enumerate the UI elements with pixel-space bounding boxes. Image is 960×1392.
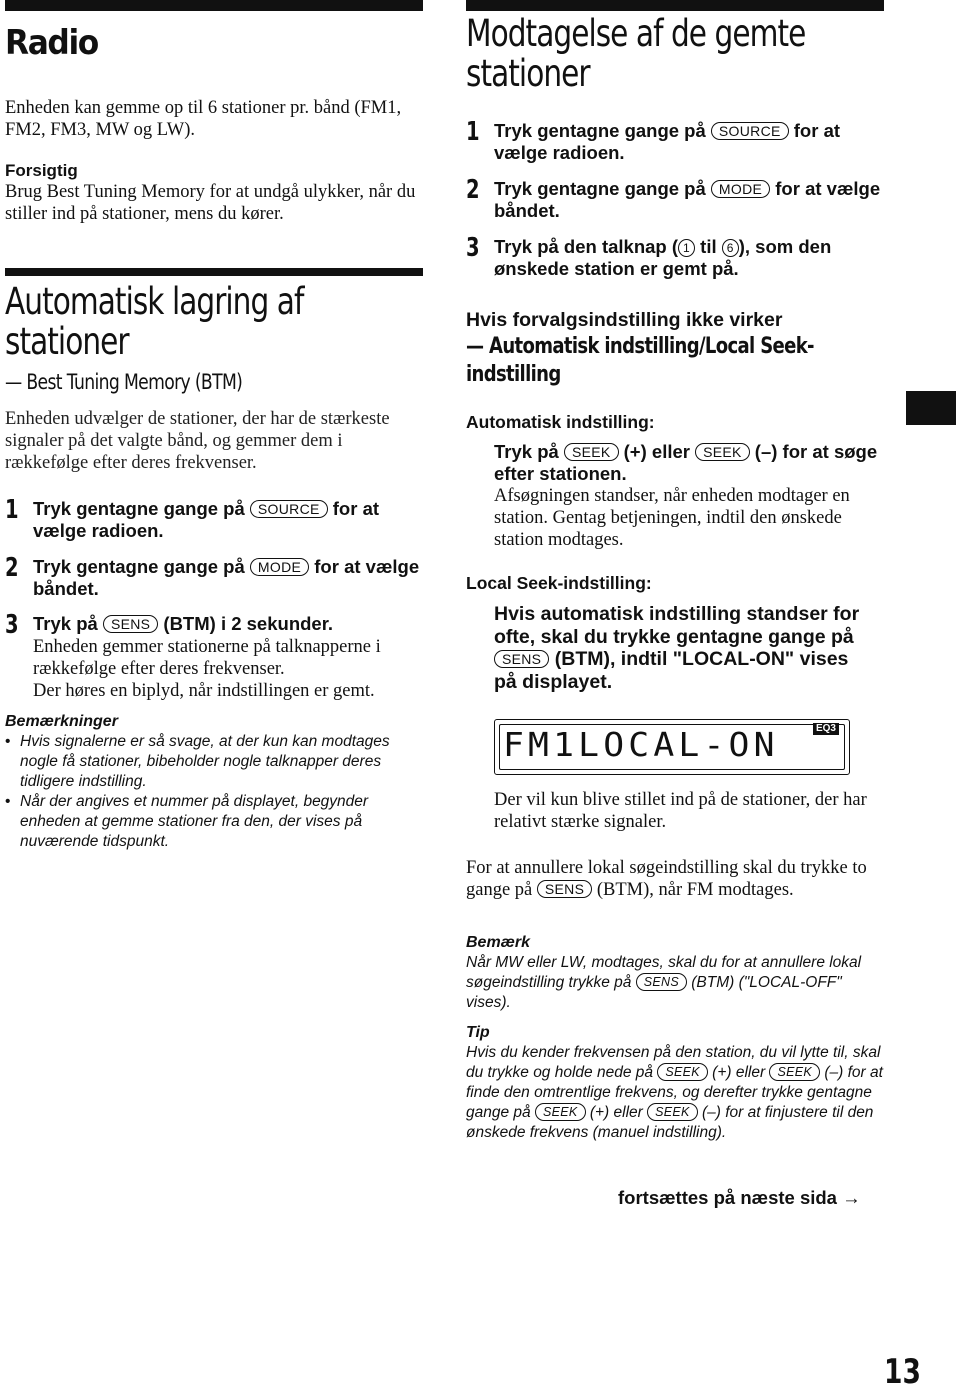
tip-block [466,1023,884,1143]
cancel-text: For at annullere lokal søgeindstilling skal du trykke to gange på SENS (BTM), når FM modtages. [466,858,867,900]
tip-text: Hvis du kender frekvensen på den station, du vil lytte til, skal du trykke og holde nede på SEEK (+) eller SEEK (–) for at finde den omtrentlige frekvens, og derefter trykke gentagne gange på SEEK (+) eller SEEK (–) for at finjustere til den ønskede frekvens (manuel indstilling). [466,1044,883,1141]
section-rule-btm [5,268,423,276]
recall-step-2 [466,175,884,222]
trouble-subtitle-line1: — Automatisk indstilling/Local Seek- [466,334,814,359]
recall-step-1 [466,117,884,164]
seek-key: SEEK [564,443,619,461]
mode-key: MODE [250,558,309,576]
source-key: SOURCE [711,122,789,140]
section-rule-top [5,0,423,11]
right-column [466,0,884,1387]
notes-block [5,712,417,852]
eq-badge: EQ3 [813,723,839,735]
intro-text: Enheden kan gemme op til 6 stationer pr. bånd (FM1, FM2, FM3, MW og LW). [5,98,402,140]
auto-note: Afsøgningen standser, når enheden modtager en station. Gentag betjeningen, indtil den ønskede station modtages. [494,486,850,550]
chapter-tab-marker [906,391,956,425]
lcd-display-text: FM1LOCAL-ON [503,725,779,764]
caution-text: Brug Best Tuning Memory for at undgå ulykker, når du stiller ind på stationer, mens du kører. [5,182,416,224]
note-item: • Hvis signalerne er så svage, at der kun kan modtages nogle få stationer, bibeholder nogle talknapper deres tidligere indstilling. [5,732,417,792]
seek-key: SEEK [657,1063,708,1081]
lcd-display [494,719,850,775]
step-text: Tryk på SENS (BTM) i 2 sekunder. [33,613,334,634]
section-rule-recall [466,0,884,11]
preset-1-key: 1 [678,239,695,257]
step-text: Tryk på den talknap ( 1 til 6 ), som den ønskede station er gemt på. [494,236,832,279]
step-text: Tryk gentagne gange på SOURCE for at vælge radioen. [33,498,380,541]
notes-list [5,732,417,852]
auto-instruction: Tryk på SEEK (+) eller SEEK (–) for at søge efter stationen. [494,441,878,484]
page-number: 13 [884,1352,921,1392]
btm-intro-text: Enheden udvælger de stationer, der har de stærkeste signaler på det valgte bånd, og gemmer dem i rækkefølge efter deres frekvenser. [5,409,390,473]
step-number: 3 [5,610,19,640]
btm-section-title-line1: Automatisk lagring af [5,280,304,323]
sens-key: SENS [494,650,549,668]
trouble-subtitle-line2: indstilling [466,362,561,387]
step3-note-1: Enheden gemmer stationerne på talknapperne i rækkefølge efter deres frekvenser. [33,637,381,679]
local-instruction: Hvis automatisk indstilling standser for ofte, skal du trykke gentagne gange på SENS (BTM), indtil "LOCAL-ON" vises på displayet. [494,603,860,693]
btm-section-subtitle: — Best Tuning Memory (BTM) [5,370,243,394]
notes-heading: Bemærkninger [5,713,118,730]
seek-key: SEEK [769,1063,820,1081]
btm-section-title-line2: stationer [5,320,129,363]
recall-title-line1: Modtagelse af de gemte [466,12,806,55]
step-number: 3 [466,233,480,263]
note-heading: Bemærk [466,934,531,951]
left-column [5,0,423,1387]
btm-step-3 [5,610,423,702]
arrow-right-icon: → [842,1187,861,1208]
auto-heading: Automatisk indstilling: [466,412,655,432]
step-number: 2 [466,175,480,205]
page-title: Radio [5,23,98,63]
btm-step-1 [5,495,423,542]
btm-step-2 [5,553,423,600]
tip-heading: Tip [466,1024,490,1041]
seek-key: SEEK [535,1103,586,1121]
trouble-heading: Hvis forvalgsindstilling ikke virker [466,309,783,331]
note-item: • Når der angives et nummer på displayet, begynder enheden at gemme stationer fra den, der vises på nuværende tidspunkt. [5,792,417,852]
mode-key: MODE [711,180,770,198]
sens-key: SENS [636,973,687,991]
seek-key: SEEK [647,1103,698,1121]
seek-key: SEEK [695,443,750,461]
recall-title-line2: stationer [466,52,590,95]
recall-step-3 [466,233,884,280]
step-text: Tryk gentagne gange på SOURCE for at vælge radioen. [494,120,841,163]
auto-block [494,441,886,551]
step3-note-2: Der høres en biplyd, når indstillingen er gemt. [33,681,375,701]
step-number: 1 [5,495,19,525]
preset-6-key: 6 [722,239,739,257]
sens-key: SENS [103,615,158,633]
continued-note: fortsættes på næste sida → [618,1187,861,1208]
display-caption: Der vil kun blive stillet ind på de stationer, der har relativt stærke signaler. [494,790,867,832]
local-heading: Local Seek-indstilling: [466,573,652,593]
source-key: SOURCE [250,500,328,518]
note-text: Når MW eller LW, modtages, skal du for at annullere lokal søgeindstilling trykke på SENS (BTM) ("LOCAL-OFF" vises). [466,954,862,1011]
step-text: Tryk gentagne gange på MODE for at vælge båndet. [33,556,420,599]
step-text: Tryk gentagne gange på MODE for at vælge båndet. [494,178,881,221]
note-block [466,933,884,1013]
sens-key: SENS [537,880,592,898]
step-number: 2 [5,553,19,583]
caution-block [5,161,423,225]
step-number: 1 [466,117,480,147]
caution-heading: Forsigtig [5,161,78,180]
